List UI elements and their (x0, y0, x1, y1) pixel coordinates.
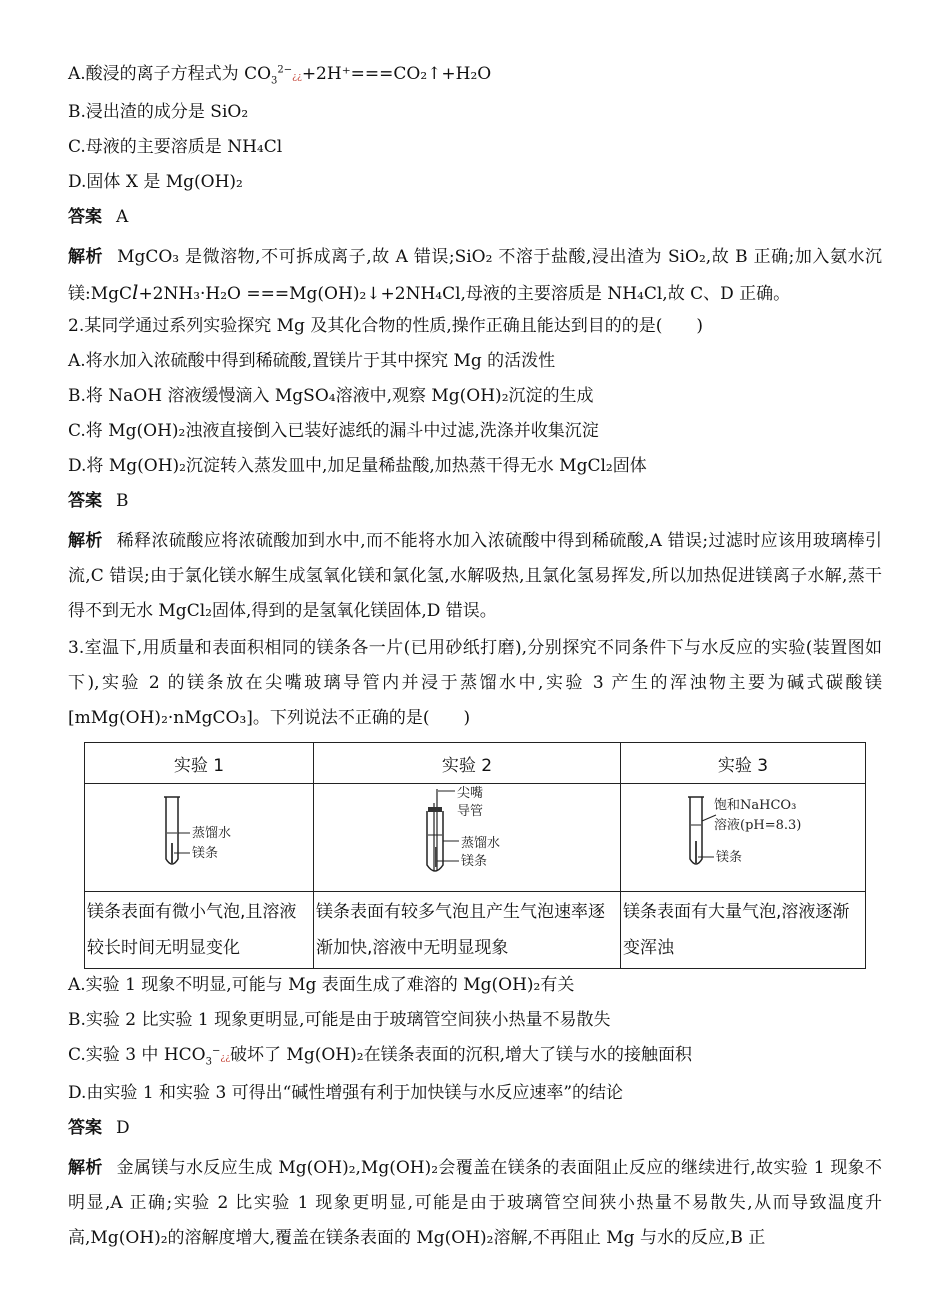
test-tube-with-tube-diagram (315, 785, 619, 885)
answer-value: D (116, 1118, 130, 1138)
q1-option-d: D.固体 X 是 Mg(OH)₂ (68, 172, 243, 192)
answer-label: 答案 (68, 491, 102, 511)
label-solution-ph: 溶液(pH=8.3) (714, 818, 802, 833)
subscript: 3 (205, 1056, 212, 1068)
analysis-text: MgCO₃ 是微溶物,不可拆成离子,故 A 错误;SiO₂ 不溶于盐酸,浸出渣为 SiO₂,故 B 正确;加入氨水沉镁:MgC (68, 247, 883, 304)
q2-option-a: A.将水加入浓硫酸中得到稀硫酸,置镁片于其中探究 Mg 的活泼性 (68, 351, 556, 371)
analysis-label: 解析 (68, 247, 104, 267)
label-water: 蒸馏水 (192, 826, 232, 841)
q3-analysis (68, 1151, 882, 1256)
q2-option-c: C.将 Mg(OH)₂浊液直接倒入已装好滤纸的漏斗中过滤,洗涤并收集沉淀 (68, 421, 599, 441)
italic-l: l (132, 280, 139, 304)
glitch-mark: ¿¿ (292, 72, 302, 82)
label-water: 蒸馏水 (461, 836, 501, 851)
label-mg: 镁条 (192, 846, 219, 861)
label-solution: 饱和NaHCO₃ (714, 798, 797, 813)
q2-option-d: D.将 Mg(OH)₂沉淀转入蒸发皿中,加足量稀盐酸,加热蒸干得无水 MgCl₂固体 (68, 456, 647, 476)
observation-exp3: 镁条表面有大量气泡,溶液逐渐变浑浊 (621, 892, 866, 969)
label-tip: 尖嘴 (457, 786, 484, 801)
q1-answer (68, 205, 882, 229)
subscript: 3 (271, 75, 278, 87)
q1-option-a-tail: +2H⁺===CO₂↑+H₂O (301, 64, 492, 84)
experiment-table (84, 742, 866, 969)
q3-answer (68, 1116, 882, 1140)
figure-exp3 (621, 784, 866, 892)
answer-label: 答案 (68, 207, 102, 227)
q3-option-b: B.实验 2 比实验 1 现象更明显,可能是由于玻璃管空间狭小热量不易散失 (68, 1010, 611, 1030)
q1-option-a-text: A.酸浸的离子方程式为 CO (68, 64, 272, 84)
superscript: 2− (277, 64, 293, 76)
answer-value: A (116, 207, 129, 227)
q1-option-c: C.母液的主要溶质是 NH₄Cl (68, 137, 283, 157)
answer-label: 答案 (68, 1118, 102, 1138)
observation-exp2: 镁条表面有较多气泡且产生气泡速率逐渐加快,溶液中无明显现象 (314, 892, 621, 969)
table-header: 实验 1 (85, 743, 314, 784)
q1-option-a (68, 62, 882, 89)
analysis-text-2: +2NH₃·H₂O ===Mg(OH)₂↓+2NH₄Cl,母液的主要溶质是 NH₄Cl,故 C、D 正确。 (138, 284, 791, 304)
label-mg: 镁条 (716, 850, 743, 865)
answer-value: B (116, 491, 129, 511)
test-tube-nahco3-diagram (622, 785, 864, 885)
q2-answer (68, 489, 882, 513)
q3-option-d: D.由实验 1 和实验 3 可得出“碱性增强有利于加快镁与水反应速率”的结论 (68, 1083, 624, 1103)
q3-option-a: A.实验 1 现象不明显,可能与 Mg 表面生成了难溶的 Mg(OH)₂有关 (68, 975, 575, 995)
q3-option-c (68, 1043, 882, 1070)
figure-exp1 (85, 784, 314, 892)
table-header: 实验 2 (314, 743, 621, 784)
table-header: 实验 3 (621, 743, 866, 784)
q3-option-c-text: C.实验 3 中 HCO (68, 1045, 206, 1065)
q2-stem: 2.某同学通过系列实验探究 Mg 及其化合物的性质,操作正确且能达到目的的是( ) (68, 316, 703, 336)
q1-option-b: B.浸出渣的成分是 SiO₂ (68, 102, 249, 122)
observation-exp1: 镁条表面有微小气泡,且溶液较长时间无明显变化 (85, 892, 314, 969)
q3-stem: 3.室温下,用质量和表面积相同的镁条各一片(已用砂纸打磨),分别探究不同条件下与水反应的实验(装置图如下),实验 2 的镁条放在尖嘴玻璃导管内并浸于蒸馏水中,实验 3 产生的浑浊物主要为碱式碳酸镁[mMg(OH)₂·nMgCO₃]。下列说法不正确的是( ) (68, 638, 882, 728)
analysis-label: 解析 (68, 531, 103, 551)
document-page (68, 62, 882, 1258)
q2-option-b: B.将 NaOH 溶液缓慢滴入 MgSO₄溶液中,观察 Mg(OH)₂沉淀的生成 (68, 386, 594, 406)
analysis-text: 稀释浓硫酸应将浓硫酸加到水中,而不能将水加入浓硫酸中得到稀硫酸,A 错误;过滤时应该用玻璃棒引流,C 错误;由于氯化镁水解生成氢氧化镁和氯化氢,水解吸热,且氯化氢易挥发,所以加热促进镁离子水解,蒸干得不到无水 MgCl₂固体,得到的是氢氧化镁固体,D 错误。 (68, 531, 883, 621)
analysis-label: 解析 (68, 1158, 103, 1178)
q2-analysis (68, 524, 882, 629)
label-mg: 镁条 (461, 854, 488, 869)
glitch-mark: ¿¿ (220, 1053, 231, 1063)
test-tube-diagram (86, 785, 312, 885)
figure-exp2 (314, 784, 621, 892)
q1-analysis (68, 240, 882, 312)
analysis-text: 金属镁与水反应生成 Mg(OH)₂,Mg(OH)₂会覆盖在镁条的表面阻止反应的继续进行,故实验 1 现象不明显,A 正确;实验 2 比实验 1 现象更明显,可能是由于玻璃管空间狭小热量不易散失,从而导致温度升高,Mg(OH)₂的溶解度增大,覆盖在镁条表面的 Mg(OH)₂溶解,不再阻止 Mg 与水的反应,B 正 (68, 1158, 882, 1248)
label-tube: 导管 (457, 804, 484, 819)
q3-option-c-tail: 破坏了 Mg(OH)₂在镁条表面的沉积,增大了镁与水的接触面积 (230, 1045, 692, 1065)
superscript: − (211, 1045, 221, 1057)
